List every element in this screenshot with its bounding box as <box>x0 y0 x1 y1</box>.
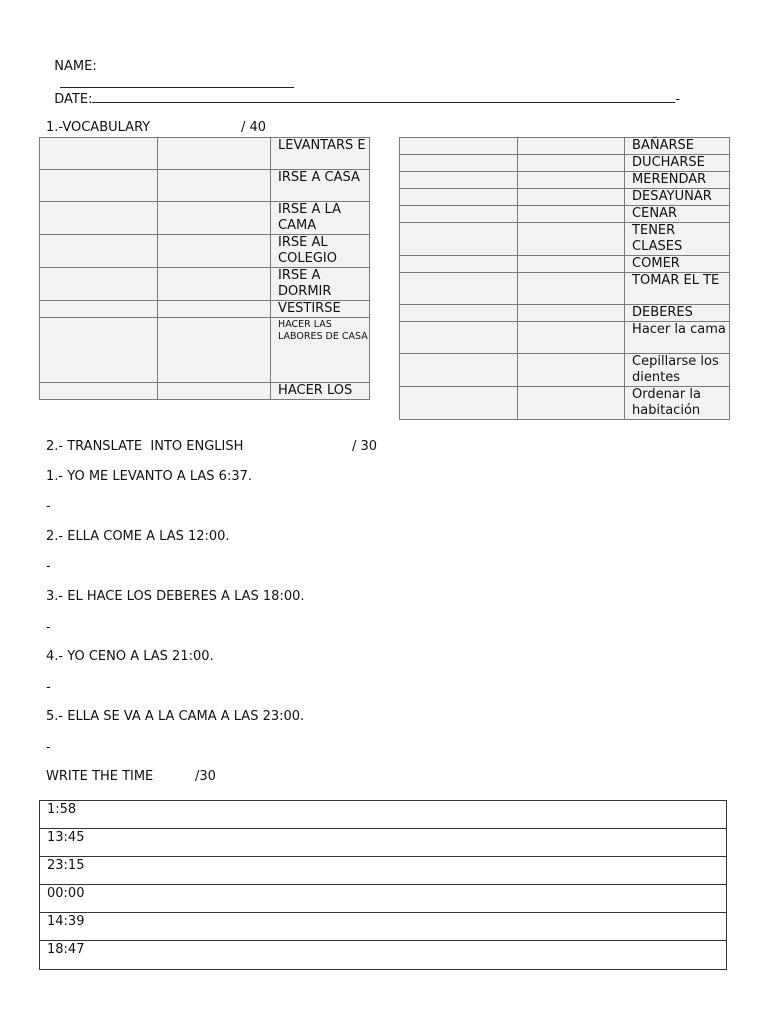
time-row[interactable] <box>40 801 726 829</box>
answer-cell[interactable] <box>40 268 158 301</box>
answer-cell[interactable] <box>400 354 518 387</box>
answer-cell[interactable] <box>517 206 625 223</box>
time-row[interactable] <box>40 913 726 941</box>
answer-cell[interactable] <box>40 235 158 268</box>
translate-item: 1.- YO ME LEVANTO A LAS 6:37. <box>46 469 252 484</box>
answer-cell[interactable] <box>157 301 271 318</box>
answer-cell[interactable] <box>400 138 518 155</box>
time-row[interactable] <box>40 885 726 913</box>
answer-cell[interactable] <box>517 387 625 420</box>
date-suffix: - <box>675 92 681 107</box>
answer-cell[interactable] <box>517 189 625 206</box>
answer-cell[interactable] <box>517 322 625 354</box>
answer-cell[interactable] <box>517 155 625 172</box>
translate-score: / 30 <box>352 439 378 454</box>
vocab-word: IRSE AL COLEGIO <box>271 235 370 268</box>
answer-line[interactable]: - <box>46 620 51 635</box>
vocab-word: LEVANTARS E <box>271 138 370 170</box>
answer-cell[interactable] <box>157 202 271 235</box>
vocab-word: DEBERES <box>625 305 730 322</box>
answer-cell[interactable] <box>400 322 518 354</box>
vocabulary-score: / 40 <box>241 120 267 135</box>
answer-line[interactable]: - <box>46 740 51 755</box>
answer-cell[interactable] <box>157 138 271 170</box>
answer-cell[interactable] <box>517 172 625 189</box>
answer-cell[interactable] <box>400 305 518 322</box>
answer-cell[interactable] <box>40 170 158 202</box>
answer-line[interactable]: - <box>46 680 51 695</box>
vocab-word: TOMAR EL TE <box>625 273 730 305</box>
time-row[interactable] <box>40 941 726 969</box>
vocab-word: IRSE A LA CAMA <box>271 202 370 235</box>
time-value: 14:39 <box>47 914 85 929</box>
date-line <box>46 74 680 108</box>
time-value: 23:15 <box>47 858 85 873</box>
answer-cell[interactable] <box>400 172 518 189</box>
answer-cell[interactable] <box>517 223 625 256</box>
vocab-word: COMER <box>625 256 730 273</box>
vocab-word: Hacer la cama <box>625 322 730 354</box>
vocab-word: BAÑARSE <box>625 138 730 155</box>
answer-cell[interactable] <box>40 318 158 383</box>
vocab-word: HACER LAS LABORES DE CASA <box>271 318 370 383</box>
time-row[interactable] <box>40 829 726 857</box>
answer-cell[interactable] <box>517 256 625 273</box>
vocab-word: TENER CLASES <box>625 223 730 256</box>
time-value: 18:47 <box>47 942 85 957</box>
date-blank[interactable] <box>92 90 675 103</box>
vocab-word: IRSE A DORMIR <box>271 268 370 301</box>
vocab-word: IRSE A CASA <box>271 170 370 202</box>
time-value: 00:00 <box>47 886 85 901</box>
answer-cell[interactable] <box>400 206 518 223</box>
answer-cell[interactable] <box>40 383 158 400</box>
answer-cell[interactable] <box>400 155 518 172</box>
date-label: DATE: <box>54 92 93 107</box>
answer-cell[interactable] <box>400 256 518 273</box>
answer-cell[interactable] <box>157 318 271 383</box>
write-time-title: WRITE THE TIME <box>46 769 154 784</box>
answer-line[interactable]: - <box>46 559 51 574</box>
name-label: NAME: <box>54 59 97 74</box>
time-table <box>39 800 727 970</box>
answer-cell[interactable] <box>517 305 625 322</box>
vocab-word: VESTIRSE <box>271 301 370 318</box>
answer-cell[interactable] <box>517 138 625 155</box>
time-value: 1:58 <box>47 802 77 817</box>
translate-item: 4.- YO CENO A LAS 21:00. <box>46 649 214 664</box>
vocab-word: DUCHARSE <box>625 155 730 172</box>
vocab-word: DESAYUNAR <box>625 189 730 206</box>
answer-cell[interactable] <box>517 273 625 305</box>
answer-line[interactable]: - <box>46 499 51 514</box>
write-time-score: /30 <box>195 769 216 784</box>
vocab-word: Cepillarse los dientes <box>625 354 730 387</box>
answer-cell[interactable] <box>157 170 271 202</box>
time-row[interactable] <box>40 857 726 885</box>
vocab-word: MERENDAR <box>625 172 730 189</box>
answer-cell[interactable] <box>400 387 518 420</box>
vocab-word: HACER LOS <box>271 383 370 400</box>
answer-cell[interactable] <box>400 273 518 305</box>
answer-cell[interactable] <box>40 138 158 170</box>
vocab-word: Ordenar la habitación <box>625 387 730 420</box>
translate-item: 3.- EL HACE LOS DEBERES A LAS 18:00. <box>46 589 305 604</box>
time-value: 13:45 <box>47 830 85 845</box>
answer-cell[interactable] <box>400 189 518 206</box>
vocab-word: CENAR <box>625 206 730 223</box>
translate-item: 2.- ELLA COME A LAS 12:00. <box>46 529 230 544</box>
vocabulary-table-right <box>399 137 730 420</box>
answer-cell[interactable] <box>40 202 158 235</box>
answer-cell[interactable] <box>517 354 625 387</box>
translate-title: 2.- TRANSLATE INTO ENGLISH <box>46 439 244 454</box>
vocabulary-title: 1.-VOCABULARY <box>46 120 151 135</box>
answer-cell[interactable] <box>157 383 271 400</box>
answer-cell[interactable] <box>400 223 518 256</box>
answer-cell[interactable] <box>157 268 271 301</box>
translate-item: 5.- ELLA SE VA A LA CAMA A LAS 23:00. <box>46 709 305 724</box>
answer-cell[interactable] <box>40 301 158 318</box>
vocabulary-table-left <box>39 137 370 400</box>
answer-cell[interactable] <box>157 235 271 268</box>
